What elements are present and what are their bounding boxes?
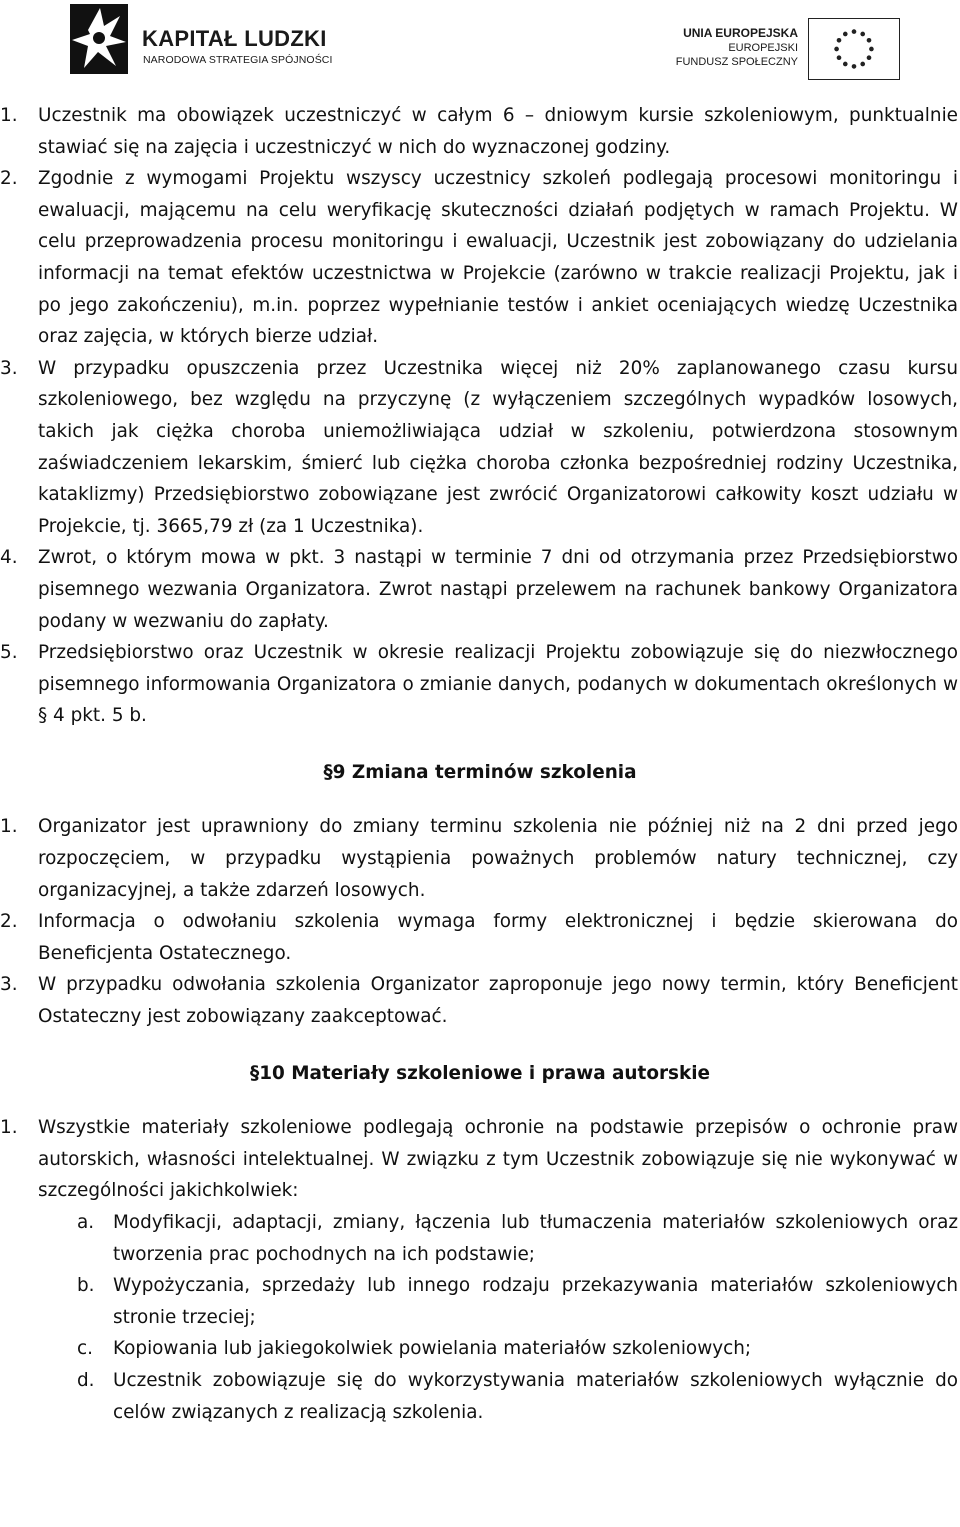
list-item <box>0 637 960 732</box>
kapital-ludzki-logo <box>70 4 350 76</box>
eu-logo-line1: UNIA EUROPEJSKA <box>683 26 798 40</box>
sub-list-item <box>0 1333 960 1365</box>
item-text: W przypadku odwołania szkolenia Organizator zaproponuje jego nowy termin, który Beneficjent Ostateczny jest zobowiązany zaakceptować. <box>38 974 958 1028</box>
sub-item-letter: a. <box>77 1212 95 1233</box>
item-text: Uczestnik ma obowiązek uczestniczyć w całym 6 – dniowym kursie szkoleniowym, punktualnie stawiać się na zajęcia i uczestniczyć w nich do wyznaczonej godziny. <box>38 105 958 158</box>
list-item <box>0 969 960 1032</box>
item-text: Wszystkie materiały szkoleniowe podlegają ochronie na podstawie przepisów o ochronie praw autorskich, własności intelektualnej. W związku z tym Uczestnik zobowiązuje się nie wykonywać w szczególności jakichkolwiek: <box>38 1117 958 1202</box>
eu-flag-icon <box>808 18 900 80</box>
document-header <box>0 0 960 82</box>
item-number: 5. <box>0 642 18 664</box>
eu-logo-text <box>676 26 798 69</box>
sub-item-letter: b. <box>77 1275 95 1297</box>
item-text: Przedsiębiorstwo oraz Uczestnik w okresie realizacji Projektu zobowiązuje się do niezwłocznego pisemnego informowania Organizatora o zmianie danych, podanych w dokumentach określonych w § 4 pkt. 5 b. <box>38 642 958 727</box>
document-body <box>0 100 960 1428</box>
list-item <box>0 906 960 969</box>
sub-item-text: Uczestnik zobowiązuje się do wykorzystywania materiałów szkoleniowych wyłącznie do celów związanych z realizacją szkolenia. <box>113 1369 958 1423</box>
sub-item-text: Modyfikacji, adaptacji, zmiany, łączenia lub tłumaczenia materiałów szkoleniowych oraz tworzenia prac pochodnych na ich podstawie; <box>113 1212 958 1265</box>
list-item <box>0 163 960 353</box>
section-9-title: §9 Zmiana terminów szkolenia <box>323 761 637 783</box>
list-item <box>0 542 960 637</box>
list-item <box>0 1112 960 1207</box>
kapital-ludzki-logo-icon <box>70 4 132 76</box>
list-item <box>0 353 960 543</box>
sub-item-text: Kopiowania lub jakiegokolwiek powielania materiałów szkoleniowych; <box>113 1338 752 1360</box>
eu-logo-line3: FUNDUSZ SPOŁECZNY <box>675 56 798 68</box>
sub-item-text: Wypożyczania, sprzedaży lub innego rodzaju przekazywania materiałów szkoleniowych stronie trzeciej; <box>113 1275 958 1328</box>
item-text: Organizator jest uprawniony do zmiany terminu szkolenia nie później niż na 2 dni przed jego rozpoczęciem, w przypadku wystąpienia poważnych problemów natury technicznej, czy organizacyjnej, a także zdarzeń losowych. <box>38 816 958 901</box>
sub-list-item <box>0 1365 960 1428</box>
kapital-ludzki-title: KAPITAŁ LUDZKI <box>142 26 327 51</box>
item-number: 3. <box>0 974 18 996</box>
sub-item-letter: d. <box>77 1369 95 1391</box>
section-8-list <box>0 100 960 732</box>
item-number: 1. <box>0 816 18 838</box>
eu-logo <box>668 14 900 76</box>
section-9-list <box>0 811 960 1032</box>
item-number: 3. <box>0 357 18 379</box>
list-item <box>0 100 960 163</box>
item-text: Informacja o odwołaniu szkolenia wymaga formy elektronicznej i będzie skierowana do Beneficjenta Ostatecznego. <box>38 911 958 964</box>
item-number: 1. <box>0 1117 18 1139</box>
item-text: W przypadku opuszczenia przez Uczestnika więcej niż 20% zaplanowanego czasu kursu szkoleniowego, bez względu na przyczynę (z wyłączeniem szczególnych wypadków losowych, takich jak ciężka choroba uniemożliwiająca udział w szkoleniu, potwierdzona stosownym zaświadczeniem lekarskim, śmierć lub ciężka choroba członka bezpośredniej rodziny Uczestnika, kataklizmy) Przedsiębiorstwo zobowiązane jest zwrócić Organizatorowi całkowity koszt udziału w Projekcie, tj. 3665,79 zł (za 1 Uczestnika). <box>38 357 958 537</box>
section-10-title: §10 Materiały szkoleniowe i prawa autorskie <box>250 1062 710 1084</box>
item-number: 4. <box>0 547 18 569</box>
eu-logo-line2: EUROPEJSKI <box>728 42 798 54</box>
item-text: Zgodnie z wymogami Projektu wszyscy uczestnicy szkoleń podlegają procesowi monitoringu i ewaluacji, mającemu na celu weryfikację skuteczności działań podjętych w ramach Projektu. W celu przeprowadzenia procesu monitoringu i ewaluacji, Uczestnik jest zobowiązany do udzielania informacji na temat efektów uczestnictwa w Projekcie (zarówno w trakcie realizacji Projektu, jak i po jego zakończeniu), m.in. poprzez wypełnianie testów i ankiet oceniających wiedzę Uczestnika oraz zajęcia, w których bierze udział. <box>38 168 958 348</box>
kapital-ludzki-subtitle: NARODOWA STRATEGIA SPÓJNOŚCI <box>143 54 333 66</box>
item-number: 2. <box>0 911 18 933</box>
section-10-list <box>0 1112 960 1428</box>
sub-list-item <box>0 1270 960 1333</box>
item-number: 1. <box>0 105 18 126</box>
sub-item-letter: c. <box>77 1338 93 1360</box>
item-text: Zwrot, o którym mowa w pkt. 3 nastąpi w terminie 7 dni od otrzymania przez Przedsiębiorstwo pisemnego wezwania Organizatora. Zwrot nastąpi przelewem na rachunek bankowy Organizatora podany w wezwaniu do zapłaty. <box>38 547 958 632</box>
item-number: 2. <box>0 168 18 190</box>
sub-list-item <box>0 1207 960 1270</box>
list-item <box>0 811 960 906</box>
